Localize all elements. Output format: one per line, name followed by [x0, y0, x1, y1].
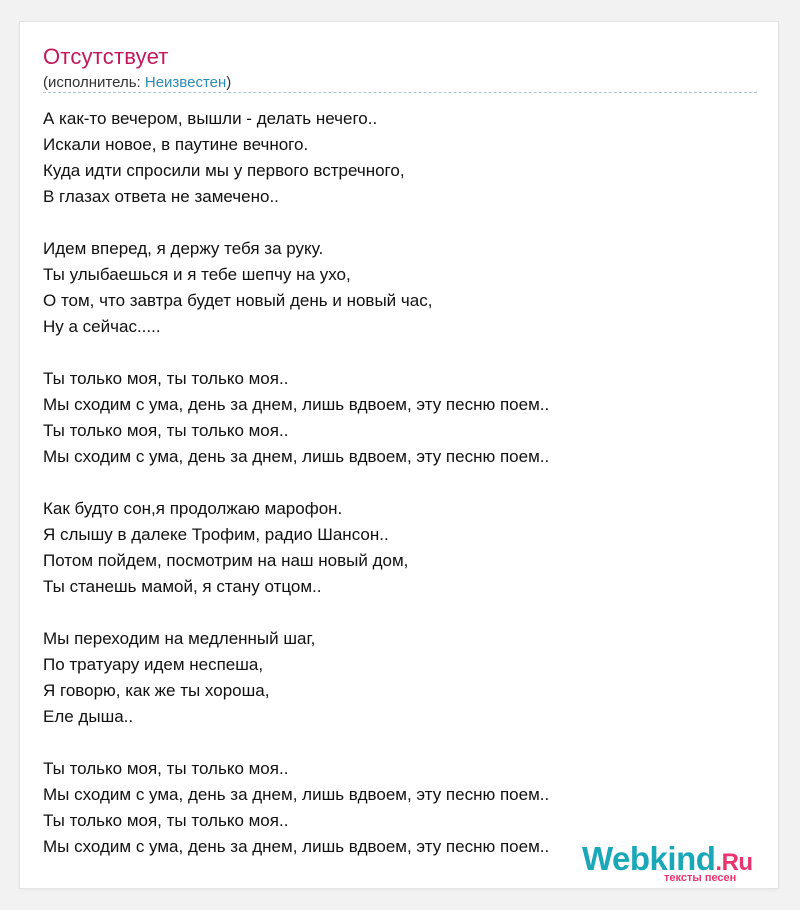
stanza	[43, 106, 549, 210]
artist-link[interactable]: Неизвестен	[144, 74, 227, 91]
lyric-line: Мы переходим на медленный шаг,	[43, 629, 316, 648]
lyric-line: В глазах ответа не замечено..	[43, 187, 279, 206]
stanza	[43, 756, 549, 860]
lyric-line: Потом пойдем, посмотрим на наш новый дом,	[43, 551, 409, 570]
lyric-line: Идем вперед, я держу тебя за руку.	[43, 239, 324, 258]
title-divider	[43, 92, 757, 93]
lyric-line: Искали новое, в паутине вечного.	[43, 135, 309, 154]
lyric-line: Ты станешь мамой, я стану отцом..	[43, 577, 322, 596]
logo-tagline: тексты песен	[664, 872, 737, 884]
stanza	[43, 236, 549, 340]
lyric-line: Ты улыбаешься и я тебе шепчу на ухо,	[43, 265, 351, 284]
lyric-line: Ты только моя, ты только моя..	[43, 811, 289, 830]
artist-line	[43, 74, 231, 91]
stanza	[43, 496, 549, 600]
lyric-line: По тратуару идем неспеша,	[43, 655, 264, 674]
artist-prefix: (исполнитель:	[43, 74, 145, 91]
stanza	[43, 626, 549, 730]
lyric-line: Мы сходим с ума, день за днем, лишь вдвоем, эту песню поем..	[43, 837, 550, 856]
logo-tld: .Ru	[715, 849, 753, 876]
lyric-line: Мы сходим с ума, день за днем, лишь вдвоем, эту песню поем..	[43, 447, 550, 466]
webkind-logo[interactable]	[582, 840, 782, 886]
lyric-line: Ты только моя, ты только моя..	[43, 759, 289, 778]
lyric-line: Мы сходим с ума, день за днем, лишь вдвоем, эту песню поем..	[43, 785, 550, 804]
artist-suffix: )	[226, 74, 232, 91]
lyric-line: Ты только моя, ты только моя..	[43, 421, 289, 440]
logo-brand: Webkind	[582, 840, 716, 877]
lyric-line: Куда идти спросили мы у первого встречного,	[43, 161, 405, 180]
lyric-line: Мы сходим с ума, день за днем, лишь вдвоем, эту песню поем..	[43, 395, 550, 414]
lyric-line: А как-то вечером, вышли - делать нечего..	[43, 109, 378, 128]
lyric-line: Еле дыша..	[43, 707, 134, 726]
lyric-line: Я говорю, как же ты хороша,	[43, 681, 270, 700]
lyric-line: Как будто сон,я продолжаю марофон.	[43, 499, 343, 518]
lyric-line: Ну а сейчас.....	[43, 317, 161, 336]
lyric-line: О том, что завтра будет новый день и новый час,	[43, 291, 433, 310]
lyrics-card	[20, 22, 778, 888]
lyrics-body	[43, 106, 549, 886]
song-title: Отсутствует	[43, 44, 169, 69]
stanza	[43, 366, 549, 470]
lyric-line: Ты только моя, ты только моя..	[43, 369, 289, 388]
lyric-line: Я слышу в далеке Трофим, радио Шансон..	[43, 525, 389, 544]
